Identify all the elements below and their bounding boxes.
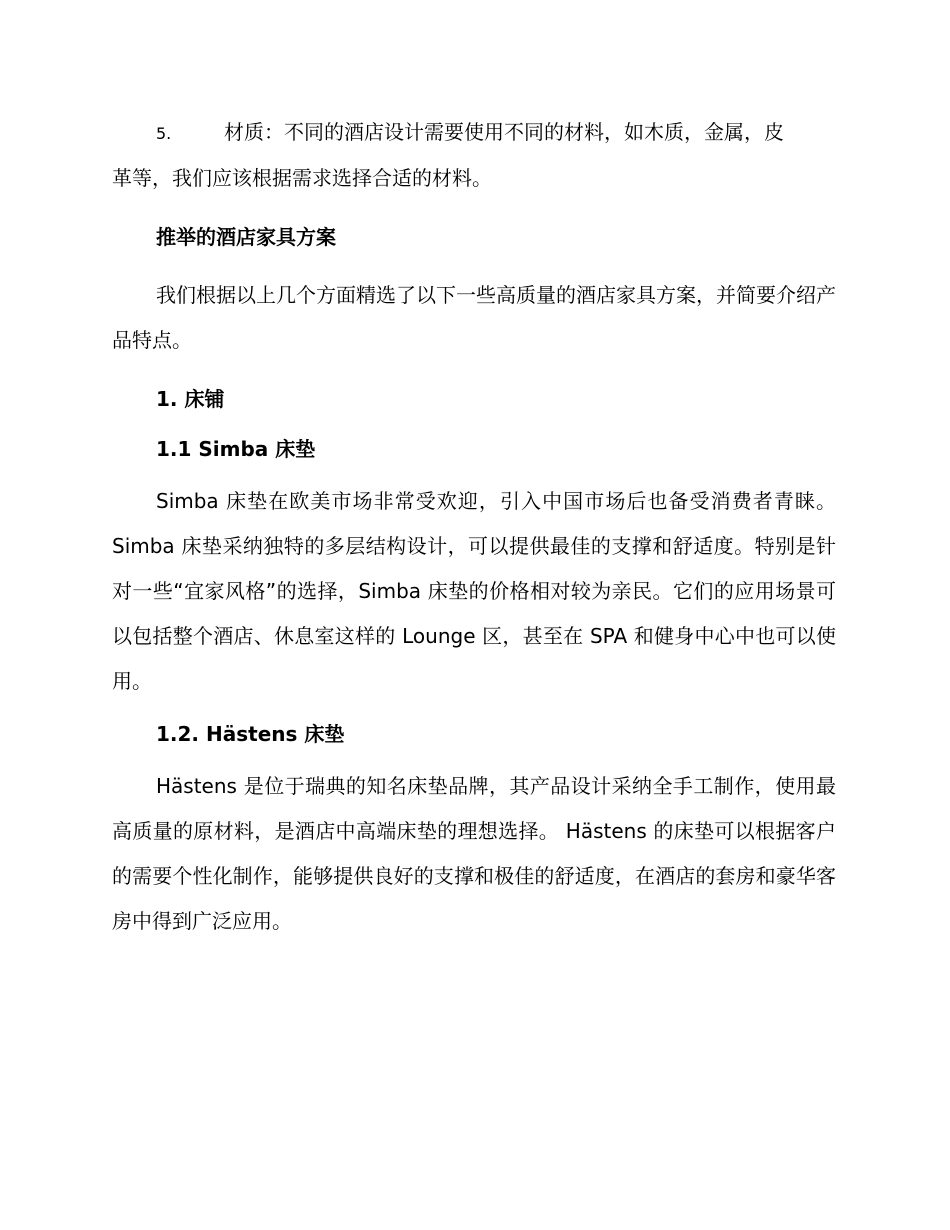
heading-simba-mattress: 1.1 Simba 床垫 (156, 437, 316, 461)
heading-beds: 1. 床铺 (156, 387, 225, 411)
list-number: 5. (156, 124, 172, 143)
simba-paragraph: Simba 床垫在欧美市场非常受欢迎，引入中国市场后也备受消费者青睐。Simba 床垫采纳独特的多层结构设计，可以提供最佳的支撑和舒适度。特别是针对一些“宜家风格”的选择，Simba 床垫的价格相对较为亲民。它们的应用场景可以包括整个酒店、休息室这样的 Lounge 区，甚至在 SPA 和健身中心中也可以使用。 (112, 489, 836, 693)
document-page (112, 110, 836, 944)
list-item-5 (112, 110, 836, 201)
list-item-5-line1 (112, 110, 836, 156)
section-title: 推举的酒店家具方案 (156, 225, 336, 249)
heading-hastens-mattress: 1.2. Hästens 床垫 (156, 722, 345, 746)
list-item-5-continuation: 革等，我们应该根据需求选择合适的材料。 (112, 166, 492, 190)
intro-paragraph: 我们根据以上几个方面精选了以下一些高质量的酒店家具方案，并简要介绍产品特点。 (112, 283, 836, 352)
hastens-paragraph: Hästens 是位于瑞典的知名床垫品牌，其产品设计采纳全手工制作，使用最高质量的原材料，是酒店中高端床垫的理想选择。 Hästens 的床垫可以根据客户的需要个性化制作，能够提供良好的支撑和极佳的舒适度，在酒店的套房和豪华客房中得到广泛应用。 (112, 774, 836, 933)
list-item-5-text: 材质：不同的酒店设计需要使用不同的材料，如木质，金属，皮 (224, 120, 784, 144)
